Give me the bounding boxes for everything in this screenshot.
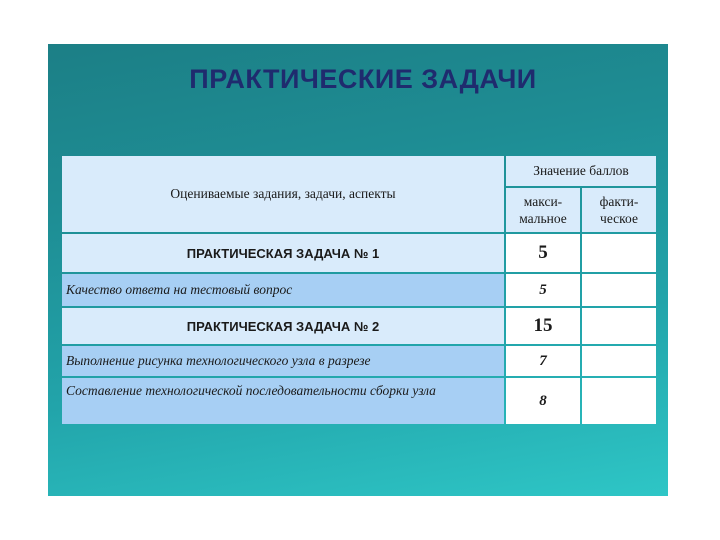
header-actual [582,188,656,232]
item-assembly-sequence: Составление технологической последовательности сборки узла [62,378,504,424]
task-2-label: ПРАКТИЧЕСКАЯ ЗАДАЧА № 2 [62,308,504,344]
header-max [506,188,580,232]
header-max-line2: мальное [519,211,567,226]
task-1-actual [582,234,656,272]
item-assembly-sequence-max: 8 [506,378,580,424]
item-drawing: Выполнение рисунка технологического узла в разрезе [62,346,504,376]
item-drawing-max: 7 [506,346,580,376]
item-test-answer: Качество ответа на тестовый вопрос [62,274,504,306]
header-actual-line1: факти- [599,194,639,209]
header-max-line1: макси- [523,194,563,209]
header-actual-line2: ческое [600,211,638,226]
task-2-max: 15 [506,308,580,344]
task-1-max: 5 [506,234,580,272]
task-2-actual [582,308,656,344]
item-assembly-sequence-actual [582,378,656,424]
item-test-answer-actual [582,274,656,306]
item-drawing-actual [582,346,656,376]
header-scores: Значение баллов [506,156,656,186]
header-aspects: Оцениваемые задания, задачи, аспекты [62,156,504,232]
item-test-answer-max: 5 [506,274,580,306]
task-1-label: ПРАКТИЧЕСКАЯ ЗАДАЧА № 1 [62,234,504,272]
slide-title: ПРАКТИЧЕСКИЕ ЗАДАЧИ [189,64,537,94]
